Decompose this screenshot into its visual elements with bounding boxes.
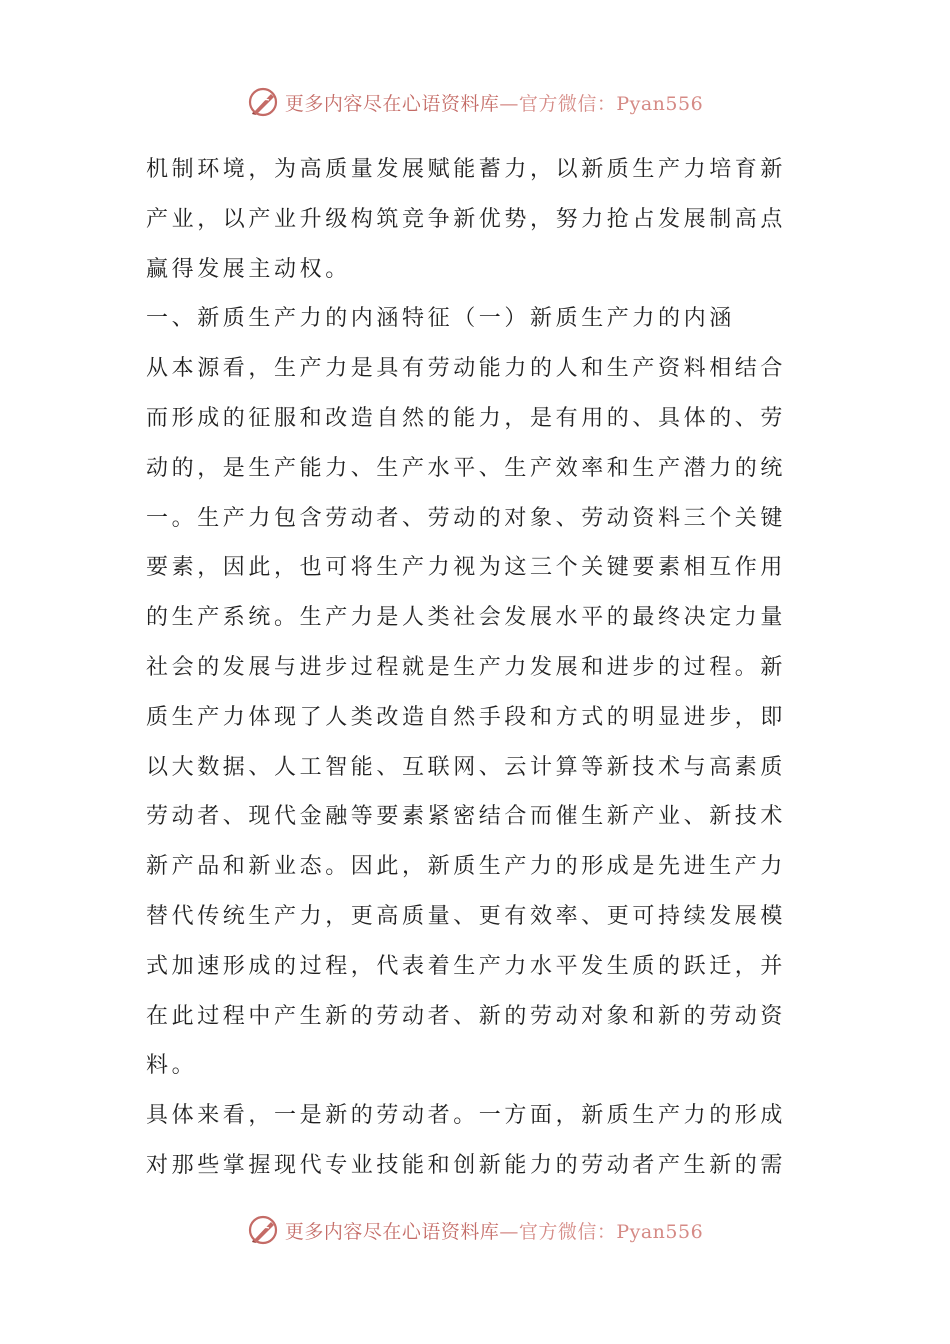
text-line: 在此过程中产生新的劳动者、新的劳动对象和新的劳动资 xyxy=(146,1003,787,1029)
header-banner-main: 更多内容尽在心语资料库 xyxy=(284,92,500,115)
text-line: 以大数据、人工智能、互联网、云计算等新技术与高素质 xyxy=(146,754,787,780)
header-banner xyxy=(0,82,950,122)
text-line: 新产品和新业态。因此，新质生产力的形成是先进生产力 xyxy=(146,854,787,880)
document-body xyxy=(146,145,811,1191)
text-line: 的生产系统。生产力是人类社会发展水平的最终决定力量 xyxy=(146,605,787,631)
text-line: 对那些掌握现代专业技能和创新能力的劳动者产生新的需 xyxy=(146,1152,787,1178)
text-line: 料。 xyxy=(146,1053,198,1079)
text-line: 要素，因此，也可将生产力视为这三个关键要素相互作用 xyxy=(146,555,787,581)
pen-logo-icon xyxy=(247,1214,279,1246)
text-line: 产业，以产业升级构筑竞争新优势，努力抢占发展制高点 xyxy=(146,206,787,232)
footer-banner-main: 更多内容尽在心语资料库 xyxy=(284,1220,500,1243)
text-line: 质生产力体现了人类改造自然手段和方式的明显进步，即 xyxy=(146,704,787,730)
header-banner-suffix: —官方微信：Pyan556 xyxy=(499,92,704,115)
footer-banner-text xyxy=(285,1217,703,1244)
text-line: 动的，是生产能力、生产水平、生产效率和生产潜力的统 xyxy=(146,455,787,481)
footer-banner-suffix: —官方微信：Pyan556 xyxy=(499,1220,704,1243)
text-line: 从本源看，生产力是具有劳动能力的人和生产资料相结合 xyxy=(146,356,787,382)
text-line: 一。生产力包含劳动者、劳动的对象、劳动资料三个关键 xyxy=(146,505,787,531)
text-line: 式加速形成的过程，代表着生产力水平发生质的跃迁，并 xyxy=(146,953,787,979)
text-line: 劳动者、现代金融等要素紧密结合而催生新产业、新技术 xyxy=(146,804,787,830)
text-line: 赢得发展主动权。 xyxy=(146,256,351,282)
header-banner-text xyxy=(285,89,703,116)
text-line: 而形成的征服和改造自然的能力，是有用的、具体的、劳 xyxy=(146,405,787,431)
text-line: 社会的发展与进步过程就是生产力发展和进步的过程。新 xyxy=(146,654,787,680)
text-line: 具体来看，一是新的劳动者。一方面，新质生产力的形成 xyxy=(146,1103,787,1129)
text-line: 机制环境，为高质量发展赋能蓄力，以新质生产力培育新 xyxy=(146,157,787,182)
text-line: 替代传统生产力，更高质量、更有效率、更可持续发展模 xyxy=(146,903,787,929)
pen-logo-icon xyxy=(247,86,279,118)
footer-banner xyxy=(0,1210,950,1250)
section-heading: 一、新质生产力的内涵特征（一）新质生产力的内涵 xyxy=(146,306,735,332)
